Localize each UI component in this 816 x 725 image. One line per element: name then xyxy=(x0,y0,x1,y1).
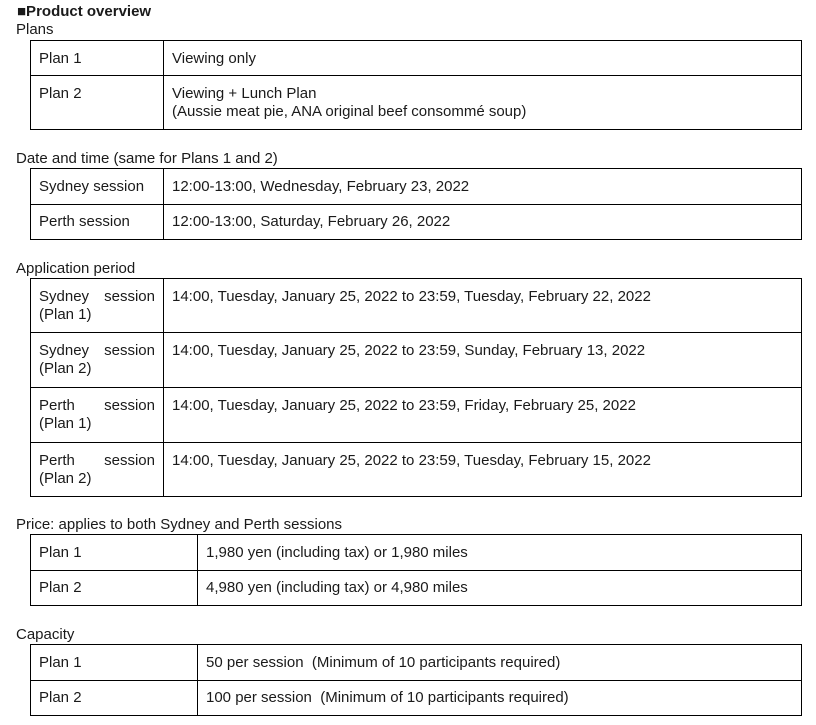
application-row-label-line: (Plan 1) xyxy=(39,415,92,432)
table-row xyxy=(31,279,802,333)
capacity-row-label: Plan 1 xyxy=(31,645,198,681)
table-row xyxy=(31,681,802,716)
datetime-row-value: 12:00-13:00, Wednesday, February 23, 2022 xyxy=(164,169,802,205)
application-row-label-line: (Plan 2) xyxy=(39,470,92,487)
application-row-label xyxy=(31,443,164,497)
plans-row-value xyxy=(164,76,802,130)
plans-row-value-line: Viewing only xyxy=(172,50,256,67)
application-row-value: 14:00, Tuesday, January 25, 2022 to 23:59, Tuesday, February 22, 2022 xyxy=(164,279,802,333)
table-row xyxy=(31,76,802,130)
table-row xyxy=(31,333,802,388)
price-row-value: 4,980 yen (including tax) or 4,980 miles xyxy=(198,571,802,606)
plans-row-value-line: Viewing + Lunch Plan xyxy=(172,85,317,102)
application-row-label-line: Perth session xyxy=(39,397,155,414)
datetime-heading: Date and time (same for Plans 1 and 2) xyxy=(16,150,278,167)
table-row xyxy=(31,388,802,443)
price-row-value: 1,980 yen (including tax) or 1,980 miles xyxy=(198,535,802,571)
price-heading: Price: applies to both Sydney and Perth sessions xyxy=(16,516,343,533)
table-row xyxy=(31,571,802,606)
table-row xyxy=(31,535,802,571)
capacity-row-label: Plan 2 xyxy=(31,681,198,716)
application-row-value: 14:00, Tuesday, January 25, 2022 to 23:59, Tuesday, February 15, 2022 xyxy=(164,443,802,497)
price-row-label: Plan 1 xyxy=(31,535,198,571)
application-row-label-line: Sydney session xyxy=(39,288,155,305)
application-row-label-line: (Plan 1) xyxy=(39,306,92,323)
plans-table xyxy=(30,40,802,130)
application-table xyxy=(30,278,802,497)
capacity-heading: Capacity xyxy=(16,626,75,643)
capacity-table xyxy=(30,644,802,716)
plans-row-label: Plan 1 xyxy=(31,41,164,76)
plans-heading: Plans xyxy=(16,21,54,38)
capacity-row-value: 100 per session (Minimum of 10 participants required) xyxy=(198,681,802,716)
table-row xyxy=(31,41,802,76)
application-row-label xyxy=(31,388,164,443)
plans-row-label: Plan 2 xyxy=(31,76,164,130)
datetime-row-value: 12:00-13:00, Saturday, February 26, 2022 xyxy=(164,205,802,240)
application-row-value: 14:00, Tuesday, January 25, 2022 to 23:59, Sunday, February 13, 2022 xyxy=(164,333,802,388)
application-row-label xyxy=(31,279,164,333)
plans-row-value-line: (Aussie meat pie, ANA original beef consommé soup) xyxy=(172,103,527,120)
table-row xyxy=(31,645,802,681)
application-heading: Application period xyxy=(16,260,136,277)
application-row-label xyxy=(31,333,164,388)
application-row-label-line: (Plan 2) xyxy=(39,360,92,377)
table-row xyxy=(31,205,802,240)
application-row-label-line: Sydney session xyxy=(39,342,155,359)
page-title: ■Product overview xyxy=(17,3,152,20)
price-table xyxy=(30,534,802,606)
datetime-table xyxy=(30,168,802,240)
table-row xyxy=(31,443,802,497)
datetime-row-label: Perth session xyxy=(31,205,164,240)
application-row-value: 14:00, Tuesday, January 25, 2022 to 23:59, Friday, February 25, 2022 xyxy=(164,388,802,443)
price-row-label: Plan 2 xyxy=(31,571,198,606)
application-row-label-line: Perth session xyxy=(39,452,155,469)
plans-row-value xyxy=(164,41,802,76)
datetime-row-label: Sydney session xyxy=(31,169,164,205)
table-row xyxy=(31,169,802,205)
capacity-row-value: 50 per session (Minimum of 10 participants required) xyxy=(198,645,802,681)
